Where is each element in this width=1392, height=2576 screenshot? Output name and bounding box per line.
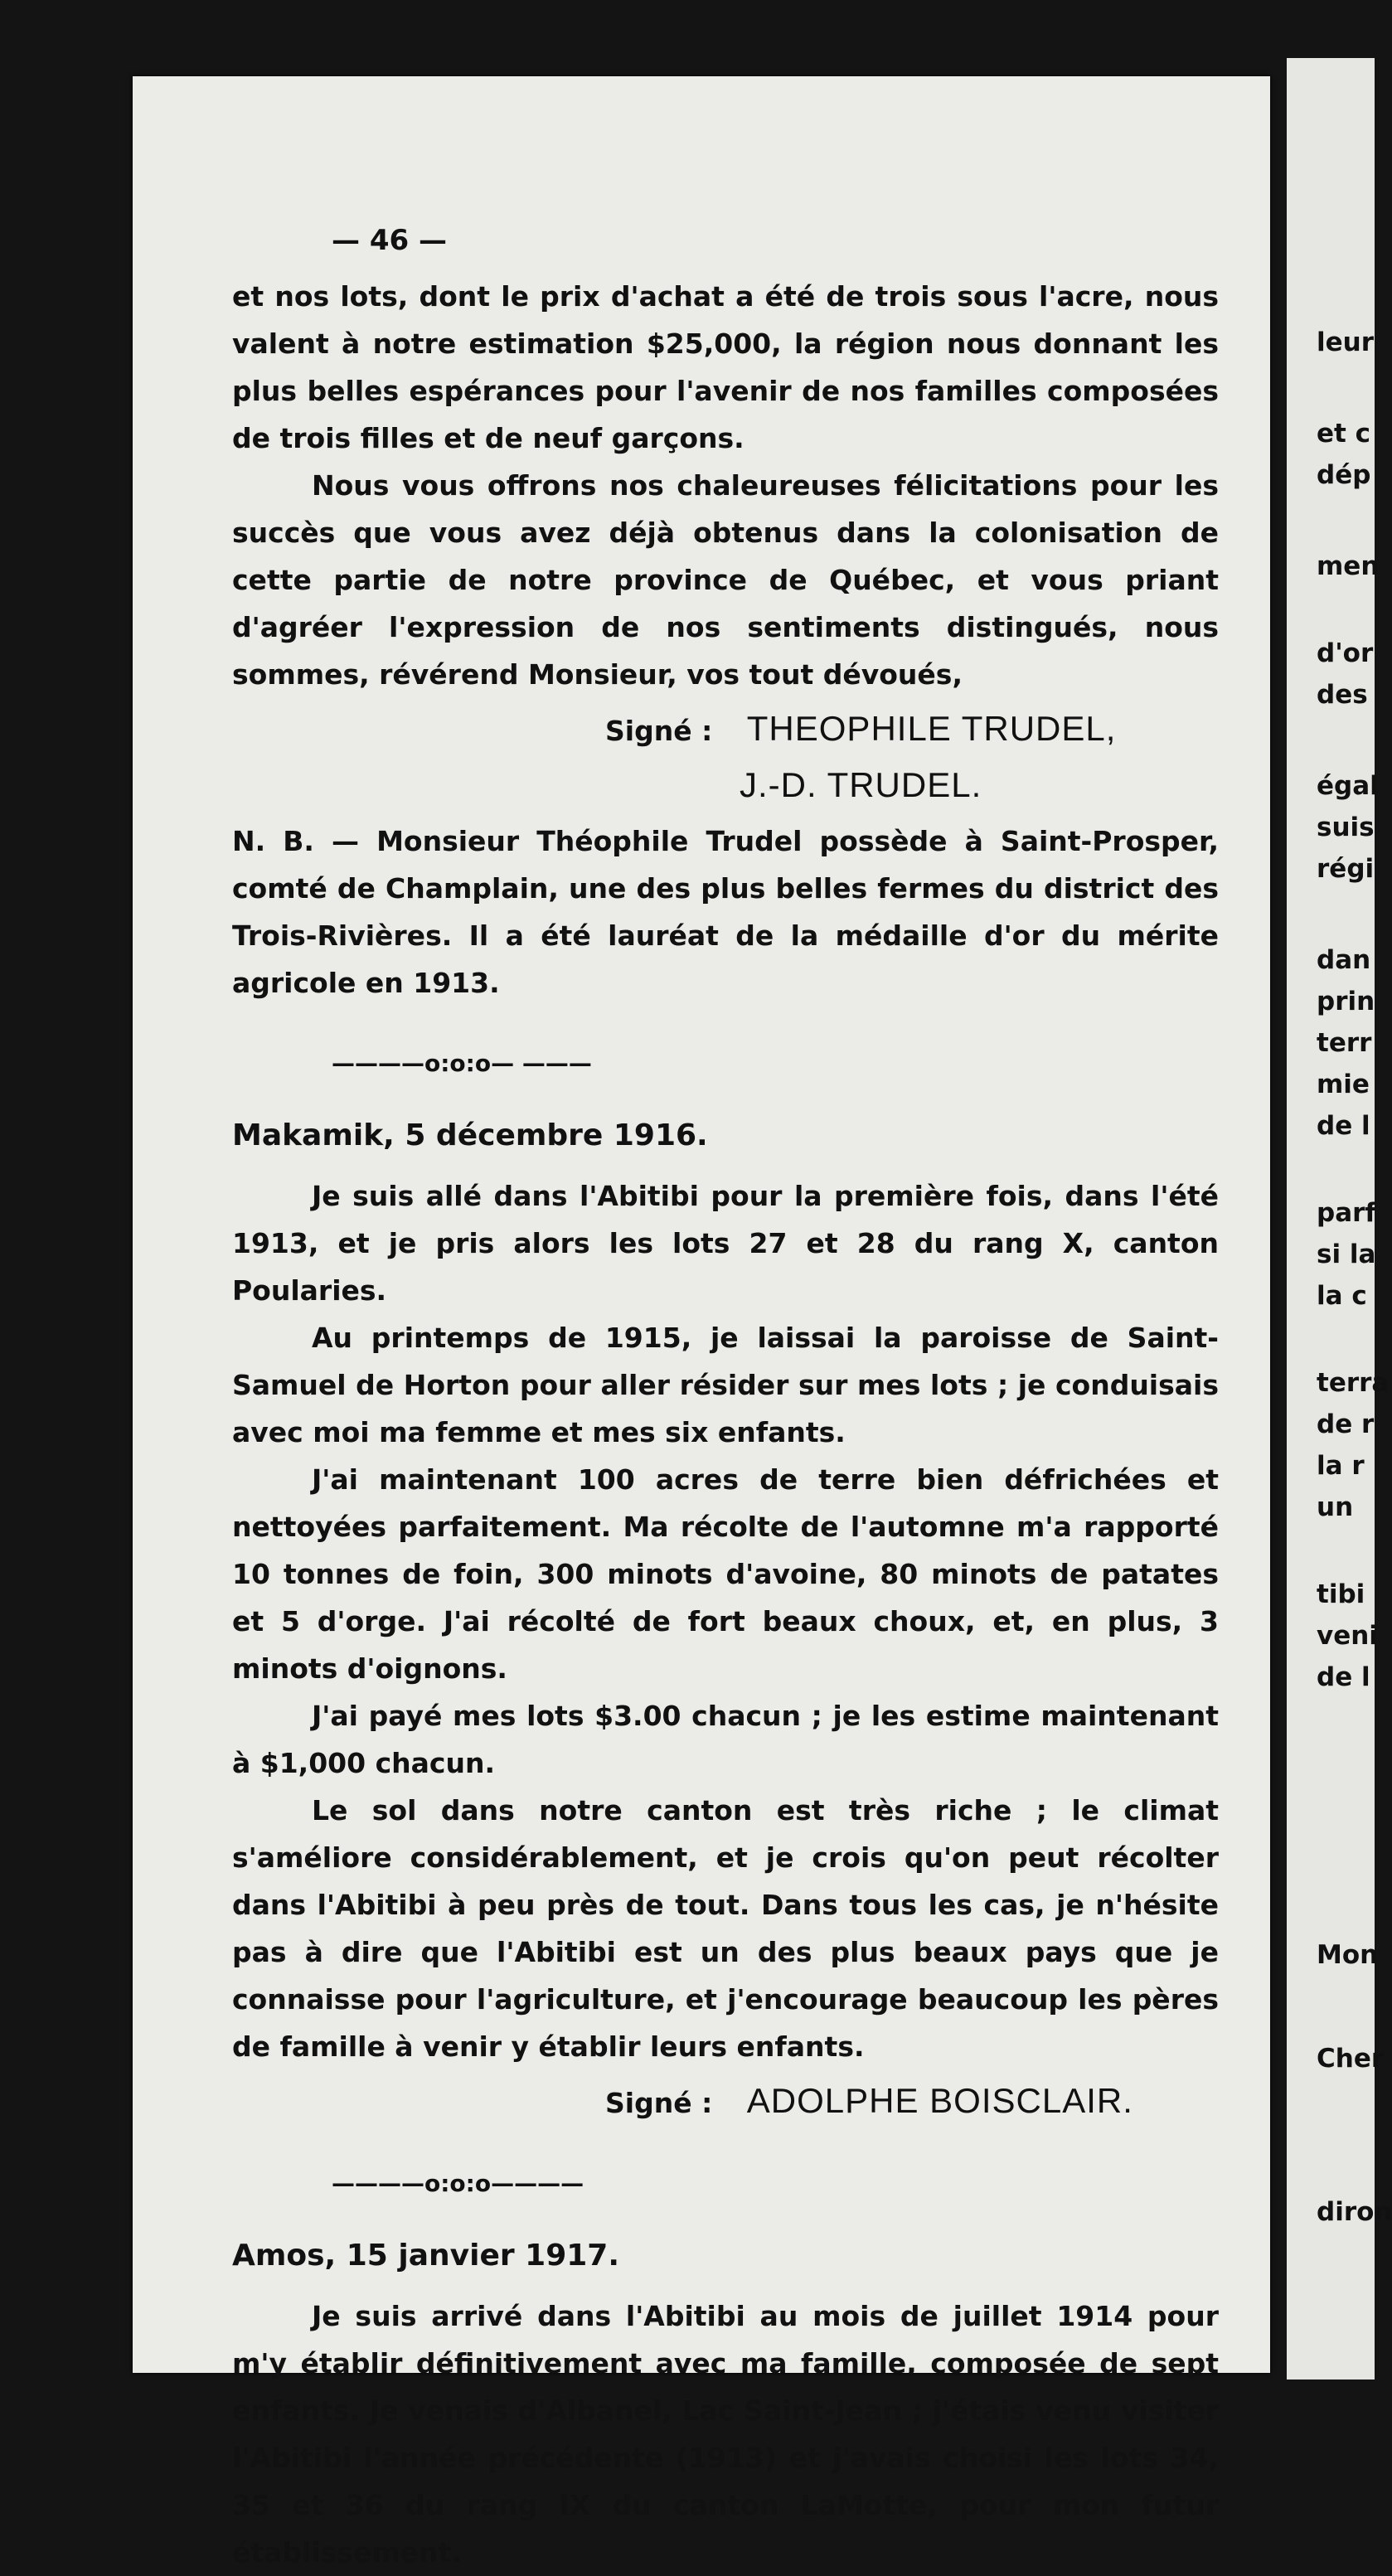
- edge-text-fragment: dép: [1317, 460, 1371, 490]
- letter-date: Makamik, 5 décembre 1916.: [232, 1118, 708, 1152]
- edge-text-fragment: de l: [1317, 1111, 1370, 1141]
- signature-name: THEOPHILE TRUDEL,: [746, 709, 1117, 748]
- edge-text-fragment: terr: [1317, 1028, 1372, 1058]
- edge-text-fragment: prin: [1317, 987, 1375, 1016]
- letter2-paragraph: Je suis allé dans l'Abitibi pour la première fois, dans l'été 1913, et je pris alors les lots 27 et 28 du rang X, canton Poularies.: [232, 1180, 1219, 1307]
- letter2-paragraph: Le sol dans notre canton est très riche ; le climat s'améliore considérablement, et je crois qu'on peut récolter dans l'Abitibi à peu près de tout. Dans tous les cas, je n'hésite pas à dire que l'Abitibi est un des plus beaux pays que je connaisse pour l'agriculture, et j'encourage beaucoup les pères de famille à venir y établir leurs enfants.: [232, 1794, 1219, 2063]
- edge-text-fragment: d'or: [1317, 638, 1374, 668]
- note-nb: N. B. — Monsieur Théophile Trudel possède à Saint-Prosper, comté de Champlain, une des plus belles fermes du district des Trois-Rivières. Il a été lauréat de la médaille d'or du mérite agricole en 1913.: [232, 825, 1219, 999]
- edge-text-fragment: régi: [1317, 854, 1375, 884]
- edge-text-fragment: si la: [1317, 1239, 1376, 1269]
- next-page-edge: [1287, 58, 1392, 2380]
- letter3-paragraph: Je suis arrivé dans l'Abitibi au mois de juillet 1914 pour m'y établir définitivement avec ma famille, composée de sept enfants. Je venais d'Albanel, Lac Saint-Jean ; j'étais venu visiter l'Abitibi l'année précédente (1913) et j'avais choisi les lots 34, 35 et 36 du rang IX du canton LaMotte, pour mon futur établissement.: [232, 2300, 1219, 2569]
- signature-block-2: [232, 2077, 1219, 2127]
- edge-text-fragment: veni: [1317, 1621, 1378, 1651]
- edge-text-fragment: et c: [1317, 419, 1371, 449]
- edge-text-fragment: Cher: [1317, 2044, 1385, 2074]
- letter2-paragraph: J'ai maintenant 100 acres de terre bien défrichées et nettoyées parfaitement. Ma récolte de l'automne m'a rapporté 10 tonnes de foin, 300 minots d'avoine, 80 minots de patates et 5 d'orge. J'ai récolté de fort beaux choux, et, en plus, 3 minots d'oignons.: [232, 1463, 1219, 1685]
- page-text: [232, 217, 1219, 2576]
- signature-name-2: J.-D. TRUDEL.: [740, 765, 982, 804]
- edge-text-fragment: diron: [1317, 2197, 1392, 2227]
- page-number: — 46 —: [332, 224, 447, 257]
- section-separator: ————o:o:o— ———: [332, 1050, 592, 1077]
- signature-block-1: [232, 705, 1219, 754]
- edge-text-fragment: men: [1317, 551, 1380, 581]
- edge-text-fragment: dan: [1317, 945, 1371, 975]
- edge-text-fragment: leur: [1317, 327, 1375, 357]
- edge-text-fragment: mie: [1317, 1070, 1370, 1099]
- signature-name: ADOLPHE BOISCLAIR.: [746, 2081, 1133, 2120]
- letter2-paragraph: Au printemps de 1915, je laissai la paroisse de Saint-Samuel de Horton pour aller résider sur mes lots ; je conduisais avec moi ma femme et mes six enfants.: [232, 1322, 1219, 1448]
- edge-text-fragment: la c: [1317, 1281, 1367, 1311]
- edge-text-fragment: des: [1317, 680, 1368, 710]
- edge-text-fragment: un: [1317, 1492, 1354, 1522]
- edge-text-fragment: parf: [1317, 1198, 1376, 1228]
- letter2-paragraph: J'ai payé mes lots $3.00 chacun ; je les estime maintenant à $1,000 chacun.: [232, 1700, 1219, 1779]
- edge-text-fragment: tibi: [1317, 1579, 1365, 1609]
- edge-text-fragment: de l: [1317, 1662, 1370, 1692]
- edge-text-fragment: suis: [1317, 813, 1375, 842]
- edge-text-fragment: terra: [1317, 1368, 1390, 1398]
- edge-text-fragment: la r: [1317, 1451, 1365, 1481]
- edge-text-fragment: Mon: [1317, 1940, 1379, 1970]
- section-separator: ————o:o:o————: [332, 2170, 584, 2197]
- signature-block-1b: [232, 761, 1219, 811]
- signature-label: Signé :: [605, 2087, 713, 2119]
- edge-text-fragment: de r: [1317, 1409, 1375, 1439]
- signature-label: Signé :: [605, 715, 713, 747]
- paragraph-closing: Nous vous offrons nos chaleureuses félicitations pour les succès que vous avez déjà obtenus dans la colonisation de cette partie de notre province de Québec, et vous priant d'agréer l'expression de nos sentiments distingués, nous sommes, révérend Monsieur, vos tout dévoués,: [232, 469, 1219, 691]
- letter-date: Amos, 15 janvier 1917.: [232, 2239, 620, 2273]
- paragraph-continuation: et nos lots, dont le prix d'achat a été de trois sous l'acre, nous valent à notre estimation $25,000, la région nous donnant les plus belles espérances pour l'avenir de nos familles composées de trois filles et de neuf garçons.: [232, 280, 1219, 454]
- edge-text-fragment: égal: [1317, 771, 1379, 801]
